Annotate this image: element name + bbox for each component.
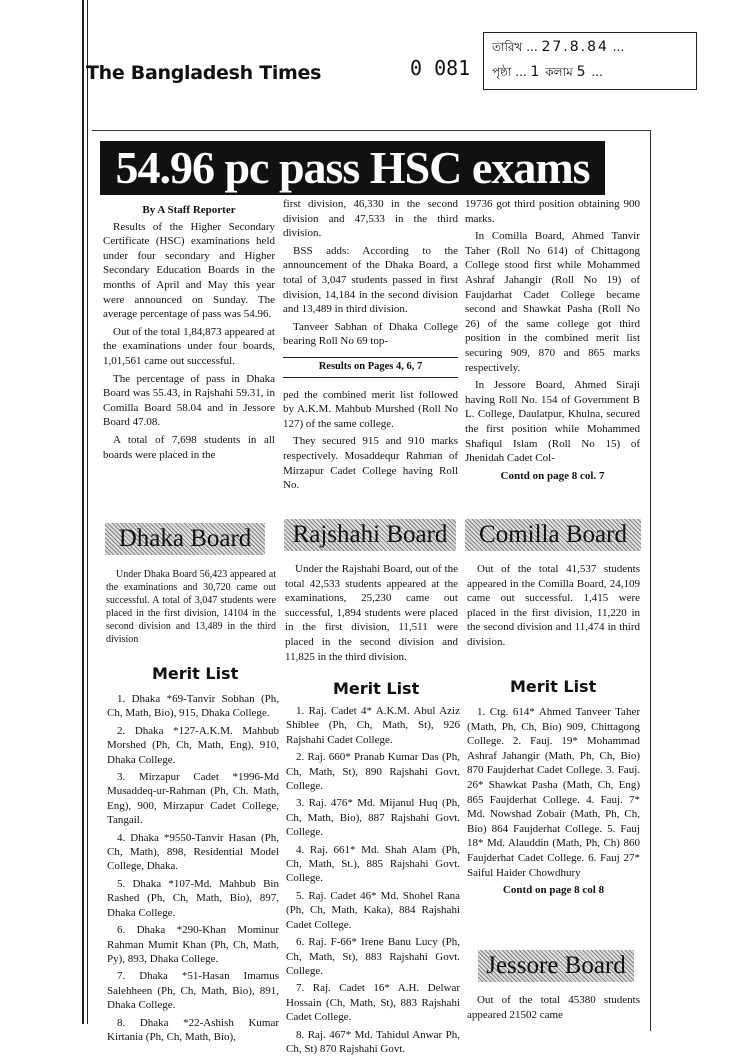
list-item: 1. Ctg. 614* Ahmed Tanveer Taher (Math, Ph, Ch, Bio) 909, Chittagong College. 2. Fauj. 19* Mohammad Ashraf Jahangir (Math, Ph, Ch, Bio) 870 Faujderhat Cadet College. 3. Fauj. 26* Shawkat Pasha (Math, Ch, Eng) 865 Faujderhat College. 4. Fauj. 7* Md. Nowshad Zobair (Math, Ph, Ch, Bio) 864 Faujderhat College. 5. Fauj 18* Md. Alauddin (Math, Ph, Ch) 860 Faujderhat Cadet College. 6. Fauj 27* Saiful Haider Chowdhury <box>467 706 640 879</box>
paragraph: 19736 got third position obtaining 900 marks. <box>465 198 640 225</box>
margin-rule <box>82 0 84 1024</box>
paragraph: A total of 7,698 students in all boards were placed in the <box>103 433 275 461</box>
paragraph: BSS adds: According to the announcement of the Dhaka Board, a total of 3,047 students passed in first division, 14,184 in the second division and 13,489 in third division. <box>283 244 458 316</box>
stamp-date-label: তারিখ <box>492 40 523 54</box>
list-item: 3. Raj. 476* Md. Mijanul Huq (Ph, Ch, Math, Bio), 887 Rajshahi Govt. College. <box>286 797 460 839</box>
list-item: 1. Raj. Cadet 4* A.K.M. Abul Aziz Shiblee (Ph, Ch, Math, St), 926 Rajshahi Cadet College. <box>286 705 460 746</box>
rajshahi-merit-list-heading: Merit List <box>333 679 420 698</box>
list-item: 6. Raj. F-66* Irene Banu Lucy (Ph, Ch, Math, St), 883 Rajshahi Govt. College. <box>286 936 460 977</box>
paragraph: In Jessore Board, Ahmed Siraji having Roll No. 154 of Government B L. College, Daulatpur, Khulna, secured the first position while Mohammed Shafiqul Islam (Roll No 15) of Jhenidah Cadet Col- <box>465 379 640 465</box>
dhaka-merit-list-heading: Merit List <box>152 664 239 683</box>
stamp-page-row: পৃষ্ঠা ... 1 কলাম 5 ... <box>492 64 603 80</box>
archive-stamp <box>483 32 697 90</box>
paragraph: Out of the total 45380 students appeared 21502 came <box>467 994 640 1021</box>
paragraph: ped the combined merit list followed by A.K.M. Mahbub Murshed (Roll No 127) of the same college. <box>283 388 458 430</box>
list-item: 2. Raj. 660* Pranab Kumar Das (Ph, Ch, Math, St), 890 Rajshahi Govt. College. <box>286 751 460 793</box>
list-item: 8. Dhaka *22-Ashish Kumar Kirtania (Ph, Ch, Math, Bio), <box>107 1016 279 1043</box>
list-item: 4. Raj. 661* Md. Shah Alam (Ph, Ch, Math, St.), 885 Rajshahi Govt. College. <box>286 843 460 885</box>
list-item: 7. Raj. Cadet 16* A.H. Delwar Hossain (Ch, Math, St), 883 Rajshahi Cadet College. <box>286 982 460 1024</box>
stamp-column-label: কলাম <box>545 65 573 79</box>
stamp-page-label: পৃষ্ঠা <box>492 65 512 79</box>
stamp-date-value: 27.8.84 <box>541 39 609 55</box>
newspaper-name: The Bangladesh Times <box>86 62 322 84</box>
paragraph: Out of the total 1,84,873 appeared at the examinations under four boards, 1,01,561 came out successful. <box>103 325 275 367</box>
stamp-page-value: 1 <box>530 64 542 80</box>
paragraph: Tanveer Sabhan of Dhaka College bearing Roll No 69 top- <box>283 320 458 348</box>
rajshahi-board-banner: Rajshahi Board <box>284 519 456 551</box>
comilla-summary <box>467 562 640 653</box>
comilla-merit-list <box>467 705 640 901</box>
paragraph: Under Dhaka Board 56,423 appeared at the examinations and 30,720 came out successful. A total of 3,047 students were placed in the first division, 14104 in the second division and 13,489 in the third division <box>106 569 276 645</box>
list-item: 4. Dhaka *9550-Tanvir Hasan (Ph, Ch, Math), 898, Residential Model College, Dhaka. <box>107 831 279 873</box>
jessore-summary <box>467 993 640 1025</box>
dhaka-board-banner: Dhaka Board <box>105 523 265 555</box>
article-column-3 <box>465 197 640 486</box>
results-pages-note: Results on Pages 4, 6, 7 <box>283 357 458 378</box>
list-item: 6. Dhaka *290-Khan Mominur Rahman Mumit Khan (Ph, Ch, Math, Py), 893, Dhaka College. <box>107 924 279 965</box>
headline: 54.96 pc pass HSC exams <box>100 141 605 195</box>
dhaka-merit-list <box>107 692 279 1047</box>
comilla-board-banner: Comilla Board <box>465 519 641 551</box>
stamp-date-row: তারিখ ... 27.8.84 ... <box>492 39 625 55</box>
paragraph: Results of the Higher Secondary Certificate (HSC) examinations held under four secondary and Higher Secondary Education Boards in the months of April and May this year were announced on Sunday. The average percentage of pass was 54.96. <box>103 220 275 321</box>
article-column-2 <box>283 197 458 496</box>
article-column-1 <box>103 203 275 465</box>
rajshahi-merit-list <box>286 704 460 1059</box>
list-item: 5. Dhaka *107-Md. Mahbub Bin Rashed (Ph, Ch, Math, Bio), 897, Dhaka College. <box>107 877 279 919</box>
paragraph: They secured 915 and 910 marks respectively. Mosaddequr Rahman of Mirzapur Cadet College having Roll No. <box>283 435 458 492</box>
paragraph: first division, 46,330 in the second division and 47,533 in the third division. <box>283 198 458 240</box>
paragraph: Out of the total 41,537 students appeared in the Comilla Board, 24,109 came out successful. 1,415 were placed in the first division, 11,220 in the second division and 11,474 in third division. <box>467 563 640 648</box>
list-item: 8. Raj. 467* Md. Tahidul Anwar Ph, Ch, St) 870 Rajshahi Govt. <box>286 1028 460 1055</box>
list-item: 2. Dhaka *127-A.K.M. Mahbub Morshed (Ph, Ch, Math, Eng), 910, Dhaka College. <box>107 724 279 766</box>
paragraph: In Comilla Board, Ahmed Tanvir Taher (Roll No 614) of Chittagong College stood first while Mohammed Ashraf Jahangir (Roll No 19) of Faujdarhat Cadet College became second and Shawkat Pasha (Roll No 26) of the same college got third position in the combined merit list securing 909, 870 and 865 marks respectively. <box>465 230 640 374</box>
stamp-column-value: 5 <box>576 64 588 80</box>
jessore-board-banner: Jessore Board <box>478 950 634 982</box>
margin-rule <box>87 0 88 1024</box>
continued-note: Contd on page 8 col. 7 <box>500 469 605 482</box>
list-item: 3. Mirzapur Cadet *1996-Md Musaddeq-ur-Rahman (Ph, Ch. Math, Eng), 900, Mirzapur Cadet College, Tangail. <box>107 771 279 827</box>
byline: By A Staff Reporter <box>142 204 236 216</box>
continued-note: Contd on page 8 col 8 <box>502 884 605 897</box>
comilla-merit-list-heading: Merit List <box>510 677 597 696</box>
clip-number: 0 081 <box>410 56 471 80</box>
list-item: 1. Dhaka *69-Tanvir Sobhan (Ph, Ch, Math, Bio), 915, Dhaka College. <box>107 693 279 720</box>
list-item: 5. Raj. Cadet 46* Md. Shohel Rana (Ph, Ch, Math, Kaka), 884 Rajshahi Cadet College. <box>286 889 460 931</box>
paragraph: The percentage of pass in Dhaka Board was 55.43, in Rajshahi 59.31, in Comilla Board 58.04 and in Jessore Board 47.08. <box>103 372 275 429</box>
rajshahi-summary <box>285 562 458 667</box>
paragraph: Under the Rajshahi Board, out of the total 42,533 students appeared at the examinations, 25,230 came out successful, 1,894 students were placed in the first division, 11,511 were placed in the second division and 11,825 in the third division. <box>285 563 458 663</box>
list-item: 7. Dhaka *51-Hasan Imamus Salehheen (Ph, Ch, Math, Bio), 891, Dhaka College. <box>107 970 279 1012</box>
dhaka-summary <box>106 568 276 649</box>
